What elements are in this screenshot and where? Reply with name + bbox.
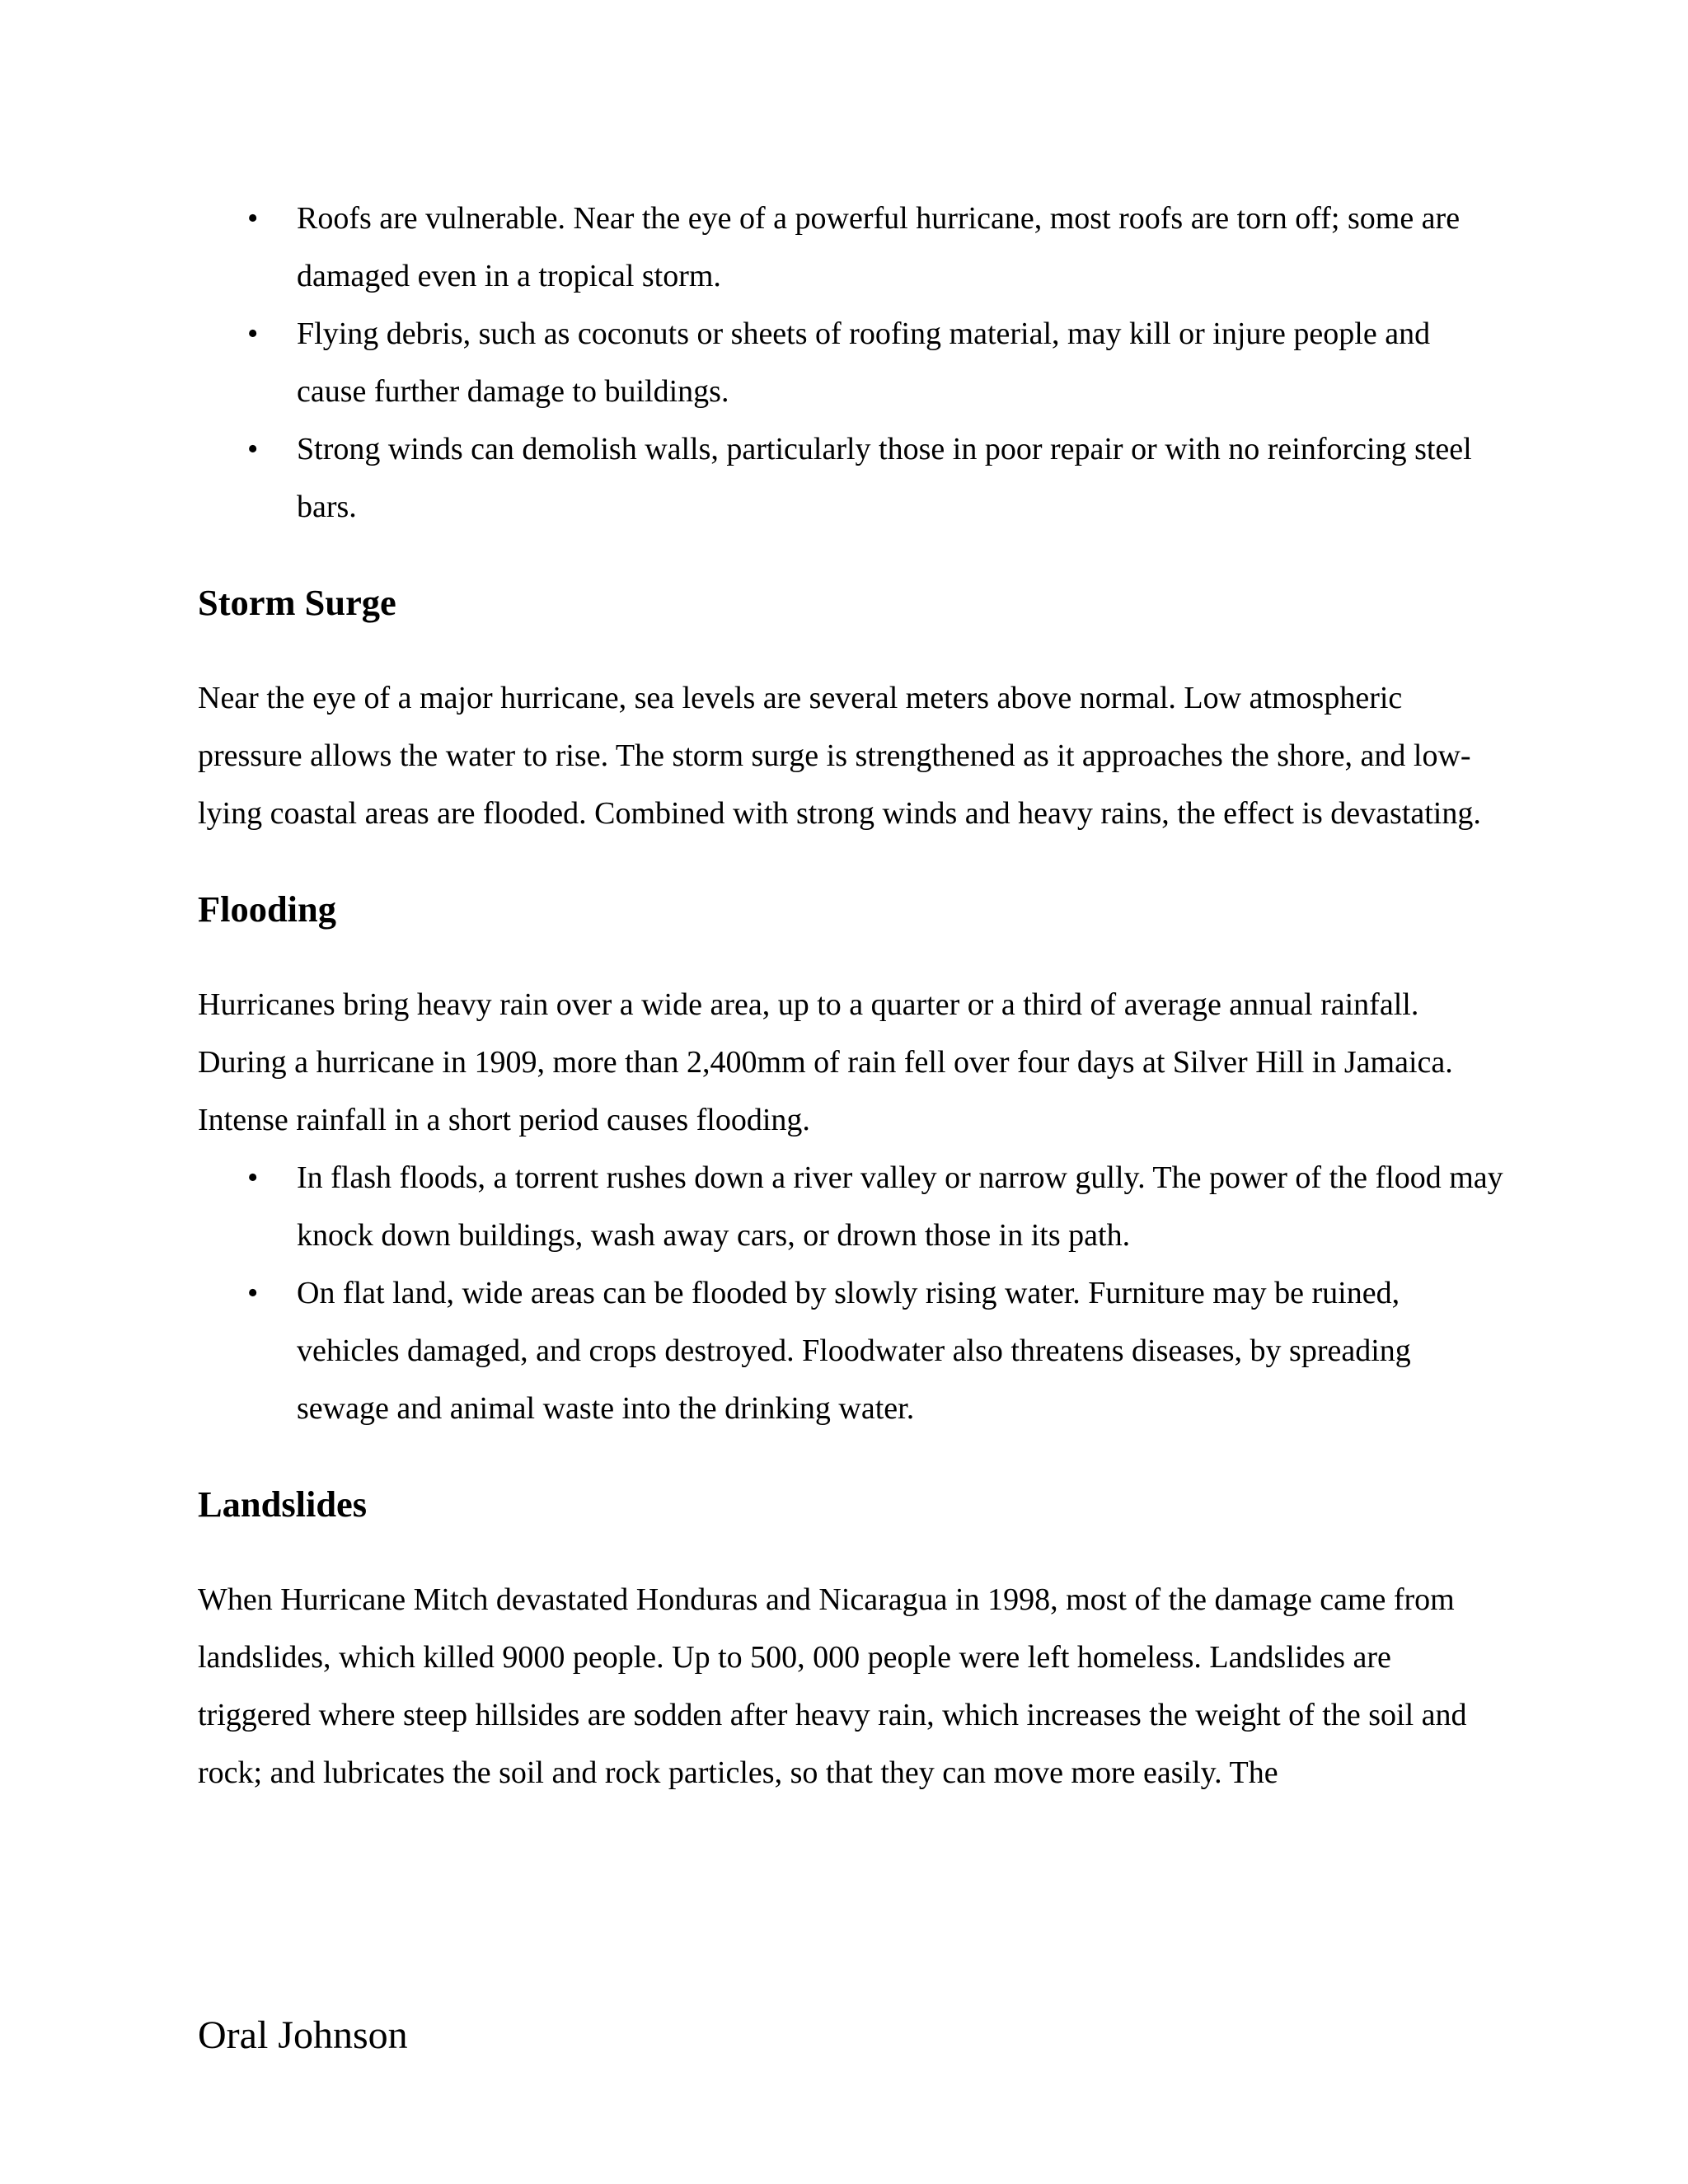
page-content: [198, 190, 1504, 1802]
list-item-text: Roofs are vulnerable. Near the eye of a powerful hurricane, most roofs are torn off; some are damaged even in a tropical storm.: [297, 201, 1461, 293]
bullet-icon: •: [247, 316, 259, 351]
list-item-text: Strong winds can demolish walls, particularly those in poor repair or with no reinforcing steel bars.: [297, 432, 1472, 524]
list-item: [198, 420, 1504, 536]
list-item-text: On flat land, wide areas can be flooded by slowly rising water. Furniture may be ruined, vehicles damaged, and crops destroyed. Floodwater also threatens diseases, by spreading sewage and animal waste into the drinking water.: [297, 1276, 1411, 1426]
storm-surge-heading: Storm Surge: [198, 582, 396, 623]
list-item: [198, 1264, 1504, 1437]
wind-damage-list: [198, 190, 1504, 536]
list-item-text: Flying debris, such as coconuts or sheets of roofing material, may kill or injure people and cause further damage to buildings.: [297, 316, 1431, 409]
storm-surge-paragraph: Near the eye of a major hurricane, sea levels are several meters above normal. Low atmospheric pressure allows the water to rise. The storm surge is strengthened as it approaches the shore, and low-lying coastal areas are flooded. Combined with strong winds and heavy rains, the effect is devastating.: [198, 681, 1481, 831]
flooding-list: [198, 1149, 1504, 1437]
bullet-icon: •: [247, 201, 259, 236]
list-item: [198, 190, 1504, 305]
landslides-paragraph: When Hurricane Mitch devastated Honduras and Nicaragua in 1998, most of the damage came from landslides, which killed 9000 people. Up to 500, 000 people were left homeless. Landslides are triggered where steep hillsides are sodden after heavy rain, which increases the weight of the soil and rock; and lubricates the soil and rock particles, so that they can move more easily. The: [198, 1582, 1467, 1790]
landslides-heading: Landslides: [198, 1483, 368, 1525]
footer-author: Oral Johnson: [198, 2013, 408, 2057]
bullet-icon: •: [247, 1160, 259, 1195]
bullet-icon: •: [247, 1276, 259, 1310]
flooding-heading: Flooding: [198, 888, 336, 930]
list-item: [198, 1149, 1504, 1264]
list-item: [198, 305, 1504, 420]
flooding-paragraph: Hurricanes bring heavy rain over a wide area, up to a quarter or a third of average annual rainfall. During a hurricane in 1909, more than 2,400mm of rain fell over four days at Silver Hill in Jamaica. Intense rainfall in a short period causes flooding.: [198, 987, 1453, 1137]
list-item-text: In flash floods, a torrent rushes down a river valley or narrow gully. The power of the flood may knock down buildings, wash away cars, or drown those in its path.: [297, 1160, 1503, 1253]
bullet-icon: •: [247, 432, 259, 466]
